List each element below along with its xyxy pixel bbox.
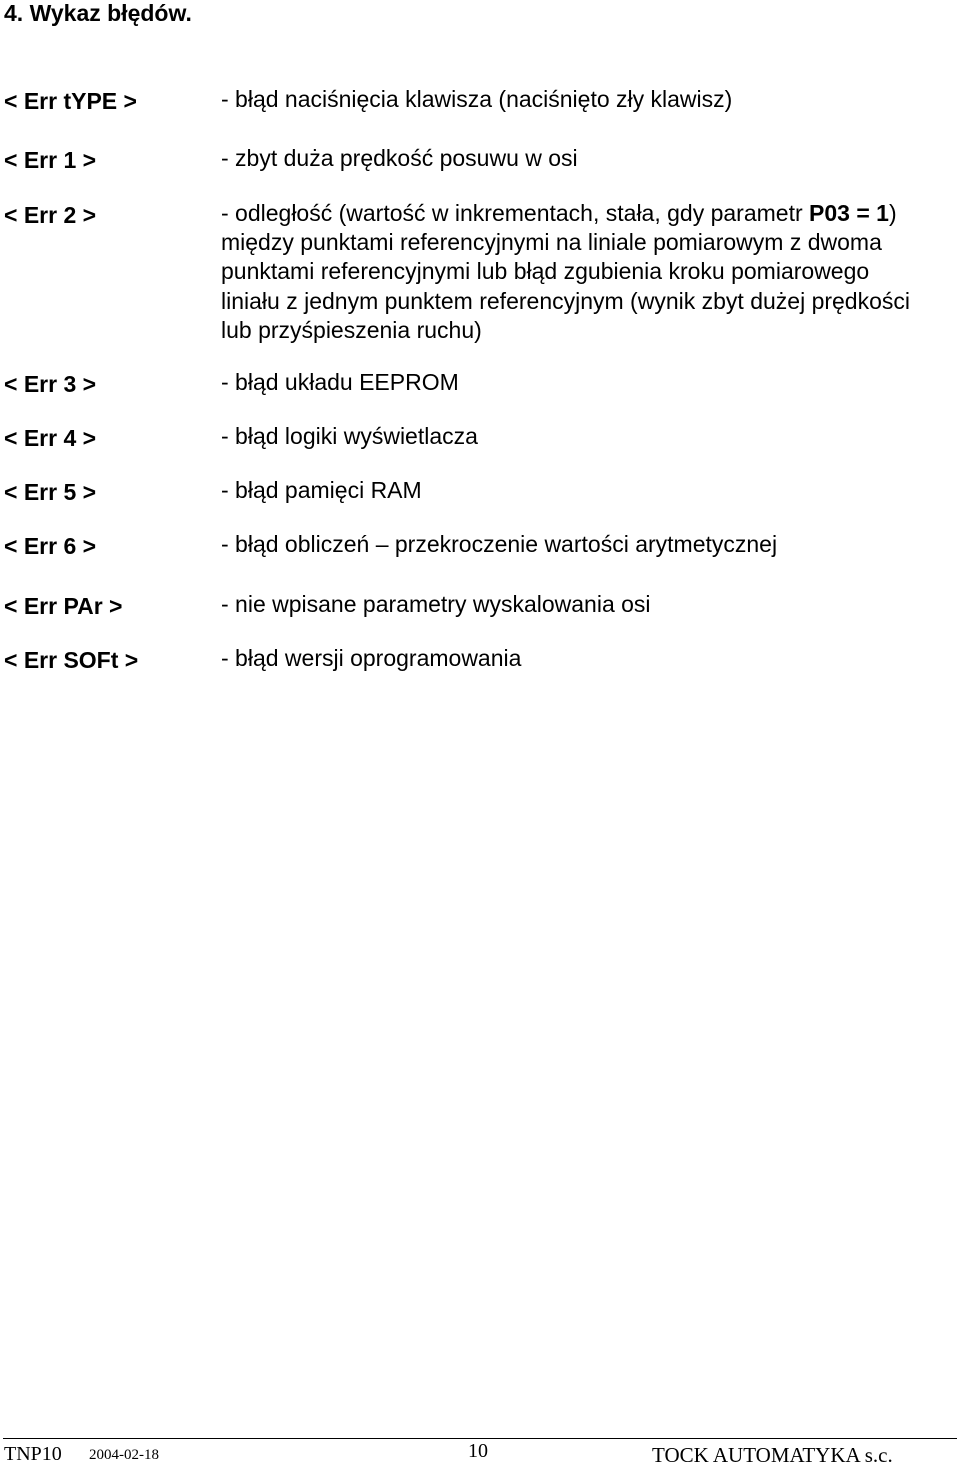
error-code-4: < Err 4 > (4, 425, 97, 451)
error-desc-2-line-3: punktami referencyjnymi lub błąd zgubienia kroku pomiarowego (221, 258, 870, 284)
page-title: 4. Wykaz błędów. (4, 0, 192, 26)
error-desc-5: - błąd pamięci RAM (221, 477, 422, 503)
error-desc-2-prefix: - odległość (wartość w inkrementach, stała, gdy parametr (221, 200, 810, 226)
footer-company: TOCK AUTOMATYKA s.c. (652, 1443, 893, 1467)
error-desc-par: - nie wpisane parametry wyskalowania osi (221, 591, 651, 617)
error-code-soft: < Err SOFt > (4, 647, 139, 673)
error-desc-4: - błąd logiki wyświetlacza (221, 423, 478, 449)
footer-doc-id: TNP10 (4, 1443, 62, 1465)
error-desc-2-line-5: lub przyśpieszenia ruchu) (221, 317, 482, 343)
error-desc-6: - błąd obliczeń – przekroczenie wartości arytmetycznej (221, 531, 778, 557)
error-desc-type: - błąd naciśnięcia klawisza (naciśnięto zły klawisz) (221, 86, 733, 112)
error-code-1: < Err 1 > (4, 147, 97, 173)
error-desc-1: - zbyt duża prędkość posuwu w osi (221, 145, 578, 171)
error-code-6: < Err 6 > (4, 533, 97, 559)
footer-divider (3, 1438, 957, 1439)
footer-date: 2004-02-18 (89, 1447, 159, 1463)
error-desc-2-line-4: liniału z jednym punktem referencyjnym (wynik zbyt dużej prędkości (221, 288, 911, 314)
error-code-par: < Err PAr > (4, 593, 123, 619)
parameter-p03: P03 = 1 (809, 200, 889, 226)
error-code-type: < Err tYPE > (4, 88, 137, 114)
error-desc-2-line-1 (221, 199, 897, 229)
error-desc-2-line-2: między punktami referencyjnymi na liniale pomiarowym z dwoma (221, 229, 882, 255)
error-desc-2-suffix: ) (888, 200, 897, 226)
error-desc-3: - błąd układu EEPROM (221, 369, 459, 395)
error-code-3: < Err 3 > (4, 371, 97, 397)
error-code-2: < Err 2 > (4, 202, 97, 228)
page-number: 10 (468, 1440, 488, 1462)
error-code-5: < Err 5 > (4, 479, 97, 505)
error-desc-soft: - błąd wersji oprogramowania (221, 645, 522, 671)
